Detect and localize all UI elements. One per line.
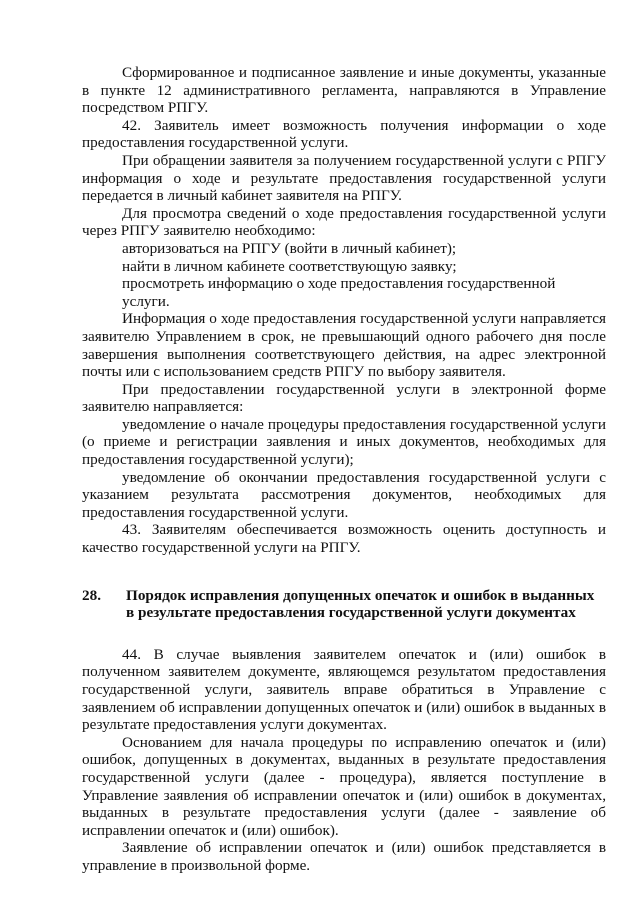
- paragraph: При обращении заявителя за получением государственной услуги с РПГУ информация о ходе и результате предоставления государственной услуги передается в личный кабинет заявителя на РПГУ.: [82, 151, 606, 205]
- paragraph: Для просмотра сведений о ходе предоставления государственной услуги через РПГУ заявителю необходимо:: [82, 204, 606, 240]
- paragraph: Заявление об исправлении опечаток и (или) ошибок представляется в управление в произвольной форме.: [82, 839, 606, 874]
- section-spacer: [82, 622, 606, 646]
- paragraph: При предоставлении государственной услуги в электронной форме заявителю направляется:: [82, 380, 606, 416]
- section-spacer: [82, 557, 606, 581]
- document-body: [82, 64, 606, 875]
- paragraph: 44. В случае выявления заявителем опечаток и (или) ошибок в полученном заявителем документе, являющемся результатом предоставления государственной услуги, заявитель вправе обратиться в Управление с заявлением об исправлении допущенных опечаток и (или) ошибок в выданных в результате предоставления услуги документах.: [82, 645, 606, 734]
- paragraph: Сформированное и подписанное заявление и иные документы, указанные в пункте 12 административного регламента, направляются в Управление посредством РПГУ.: [82, 64, 606, 117]
- list-item: найти в личном кабинете соответствующую заявку;: [122, 257, 457, 275]
- section-number: 28.: [82, 586, 101, 604]
- paragraph: 43. Заявителям обеспечивается возможность оценить доступность и качество государственной услуги на РПГУ.: [82, 521, 606, 557]
- paragraph: Основанием для начала процедуры по исправлению опечаток и (или) ошибок, допущенных в документах, выданных в результате предоставления государственной услуги (далее - процедура), является поступление в Управление заявления об исправлении опечаток и (или) ошибок в документах, выданных в результате предоставления услуги (далее - заявление об исправлении опечаток и (или) ошибок).: [82, 733, 606, 839]
- section-heading: [82, 587, 606, 622]
- paragraph: 42. Заявитель имеет возможность получения информации о ходе предоставления государственной услуги.: [82, 116, 606, 152]
- paragraph: Информация о ходе предоставления государственной услуги направляется заявителю Управлением в срок, не превышающий одного рабочего дня после завершения выполнения соответствующего действия, на адрес электронной почты или с использованием средств РПГУ по выбору заявителя.: [82, 310, 606, 381]
- list-item: авторизоваться на РПГУ (войти в личный кабинет);: [122, 239, 457, 257]
- paragraph: уведомление об окончании предоставления государственной услуги с указанием результата рассмотрения документов, необходимых для предоставления государственной услуги.: [82, 468, 606, 521]
- list-item: просмотреть информацию о ходе предоставления государственной услуги.: [122, 275, 556, 310]
- section-title: Порядок исправления допущенных опечаток и ошибок в выданных в результате предоставления государственной услуги документах: [126, 586, 595, 622]
- paragraph: уведомление о начале процедуры предоставления государственной услуги (о приеме и регистрации заявления и иных документов, необходимых для предоставления государственной услуги);: [82, 415, 606, 469]
